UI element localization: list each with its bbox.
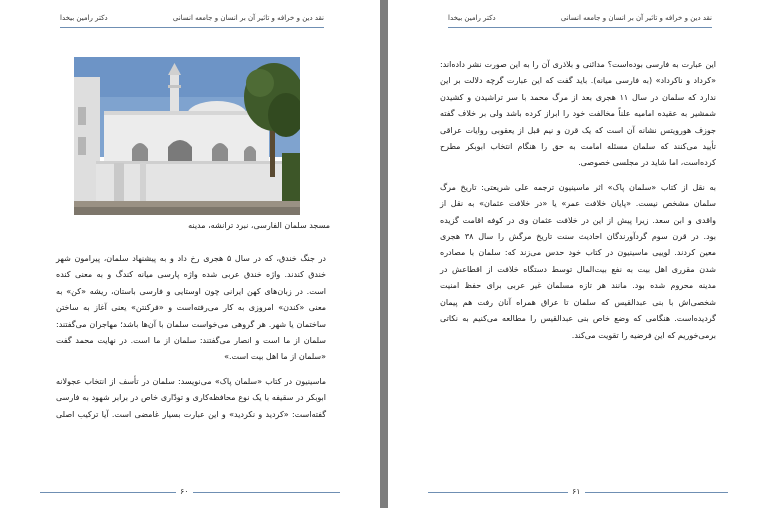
mosque-photo bbox=[74, 57, 300, 215]
left-page bbox=[0, 0, 380, 508]
right-page bbox=[388, 0, 768, 508]
text-line: ماسینیون در کتاب «سلمان پاک» می‌نویسد: سلمان در تأسف از انتخاب عجولانه bbox=[56, 376, 326, 386]
text-line: «سلمان از ما اهل بیت است.» bbox=[224, 352, 326, 362]
right-header-rule bbox=[448, 27, 712, 28]
left-page-number: ۶۰ bbox=[176, 487, 193, 496]
right-header-author: دکتر رامین بیخدا bbox=[448, 14, 496, 22]
text-line: گفته‌است: «کردید و نکردید» و این عبارت بسیار غامضی است. آیا ترکیب اصلی bbox=[56, 409, 326, 419]
text-line: کرده‌است، اما شاید در مجلسی خصوصی. bbox=[578, 158, 716, 168]
right-paragraph bbox=[440, 57, 716, 172]
text-line: سلمان مشخص نیست. «پایان خلافت عمر» یا «در خلافت عثمان» به نقل از bbox=[440, 199, 716, 209]
text-line: شخصی‌اش با بنی عبدالقیس که سلمان تا عراق همراه آنان رفت هم پیمان bbox=[440, 297, 716, 307]
text-line: مدینه محروم شده بود. مانند هر تازه مسلمان غیر عربی برای حفظ امنیت bbox=[440, 281, 716, 291]
text-line: بود. در قرن سوم گردآورندگان احادیث سنت تاریخ مرگش را سال ۳۸ هجری bbox=[440, 232, 716, 242]
text-line: گردیده‌است. هنگامی که وضع خاص بنی عبدالقیس را مطالعه می‌کنیم به نکاتی bbox=[440, 314, 716, 324]
left-header-author: دکتر رامین بیخدا bbox=[60, 14, 108, 22]
right-page-number: ۶۱ bbox=[568, 487, 585, 496]
right-paragraph bbox=[440, 180, 716, 344]
text-line: برمی‌خوریم که این فرضیه را تقویت می‌کند. bbox=[571, 330, 716, 340]
text-line: معنی «کندن» امروزی به کار می‌رفته‌است و «فرکنتن» یعنی آغاز به ساختن bbox=[56, 303, 326, 313]
text-line: شدن مقرری اهل بیت به نفع بیت‌المال توسط دستگاه خلافت از اقطاعش در bbox=[440, 264, 716, 274]
text-line: ندارد که سلمان در سال ۱۱ هجری بعد از مرگ محمد با سر تراشیدن و کشیدن bbox=[440, 92, 716, 102]
left-body-text bbox=[56, 251, 326, 431]
left-header bbox=[60, 14, 324, 28]
text-line: شمشیر به عقیده امامیه علناً مخالفت خود را ابراز کرده باشد ولی بر خلاف گفته bbox=[440, 109, 716, 119]
text-line: این عبارت به فارسی بوده‌است؟ مدائنی و بلاذری آن را به این صورت نشر داده‌اند: bbox=[440, 60, 716, 69]
text-line: در جنگ خندق، که در سال ۵ هجری رخ داد و به پیشنهاد سلمان، پیرامون شهر bbox=[56, 254, 326, 263]
text-line: «کرداد و ناکرداد» (به فارسی میانه). باید گفت که این عبارت گرچه دلالت بر این bbox=[440, 76, 716, 86]
text-line: ابوبکر در سقیفه با یک نوع محافظه‌کاری و تودّاری خاص در برابر شهود به فارسی bbox=[56, 393, 326, 403]
right-body-text bbox=[440, 57, 716, 352]
left-paragraph bbox=[56, 374, 326, 423]
photo-caption: مسجد سلمان الفارسی، نبرد ترانشه، مدینه bbox=[188, 221, 330, 230]
left-paragraph bbox=[56, 251, 326, 366]
text-line: واقدی و ابن سعد. زیرا پیش از این در خلافت عثمان وی در کوفه اقامت گزیده bbox=[440, 215, 716, 225]
text-line: جوزف هورویتس نشانه آن است که یک قرن و نیم قبل از یعقوبی روایات عراقی bbox=[440, 125, 716, 135]
text-line: سلمان از ما است و انصار می‌گفتند: سلمان از ما است. در نهایت محمد گفت bbox=[56, 336, 326, 346]
right-header bbox=[448, 14, 712, 28]
left-header-rule bbox=[60, 27, 324, 28]
text-line: معین کردند. لوییی ماسینیون در کتاب خود حدس می‌زند که: سلمان با مصادره bbox=[440, 248, 716, 258]
book-gutter bbox=[380, 0, 388, 508]
text-line: ساختمان یا شهر. هر گروهی می‌خواست سلمان با آن‌ها باشد؛ مهاجران می‌گفتند: bbox=[56, 319, 326, 329]
left-header-book-title: نقد دین و خرافه و تاثیر آن بر انسان و جامعه انسانی bbox=[172, 14, 324, 22]
text-line: تأیید می‌کنند که سلمان مسئله امامت به حق را هنگام انتخاب ابوبکر مطرح bbox=[440, 142, 716, 152]
text-line: خندق کندند. واژه خندق عربی شده واژه پارسی میانه کندگ و به معنی کنده bbox=[56, 270, 326, 280]
text-line: به نقل از کتاب «سلمان پاک» اثر ماسینیون ترجمه علی شریعتی: تاریخ مرگ bbox=[440, 182, 716, 192]
right-header-book-title: نقد دین و خرافه و تاثیر آن بر انسان و جامعه انسانی bbox=[560, 14, 712, 22]
text-line: است. در زبان‌های کهن ایرانی چون اوستایی و فارسی باستان، ریشه «کن» به bbox=[56, 286, 326, 296]
